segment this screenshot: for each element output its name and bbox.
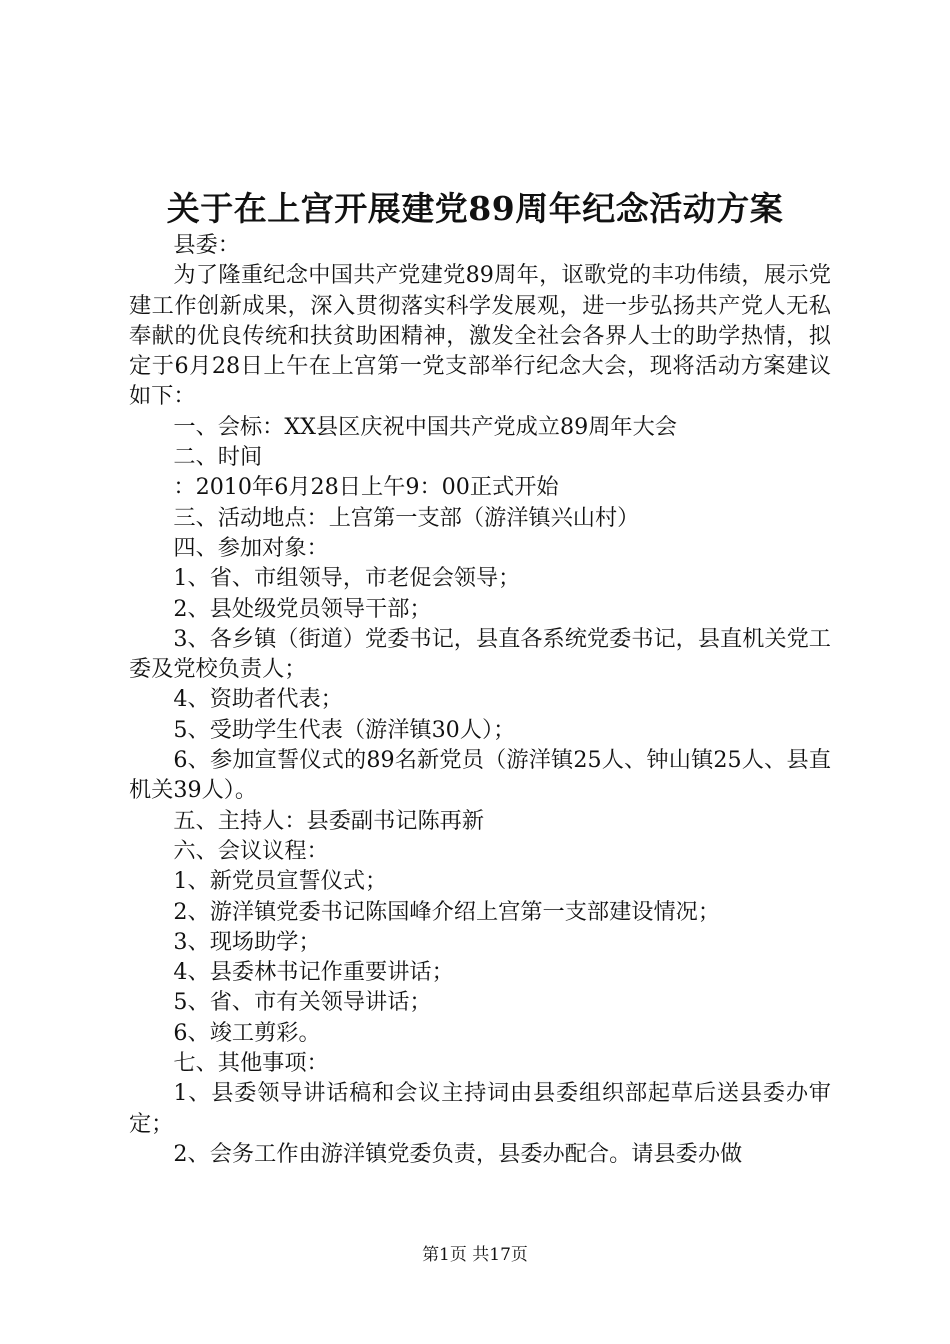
participant-item: 4、资助者代表； bbox=[173, 686, 343, 713]
participant-item: 5、受助学生代表（游洋镇30人）； bbox=[173, 716, 516, 743]
section-other-heading: 七、其他事项： bbox=[173, 1050, 329, 1077]
section-location: 三、活动地点：上宫第一支部（游洋镇兴山村） bbox=[173, 504, 640, 531]
page-footer: 第1页 共17页 bbox=[422, 1245, 528, 1265]
salutation: 县委： bbox=[173, 232, 240, 258]
agenda-item: 4、县委林书记作重要讲话； bbox=[173, 959, 454, 986]
other-item: 2、会务工作由游洋镇党委负责，县委办配合。请县委办做 bbox=[173, 1140, 743, 1167]
section-banner: 一、会标：XX县区庆祝中国共产党成立89周年大会 bbox=[173, 413, 677, 440]
participant-item: 6、参加宣誓仪式的89名新党员（游洋镇25人、钟山镇25人、县直机关39人）。 bbox=[129, 747, 831, 804]
section-agenda-heading: 六、会议议程： bbox=[173, 837, 329, 864]
document-title: 关于在上宫开展建党89周年纪念活动方案 bbox=[166, 189, 784, 228]
intro-paragraph: 为了隆重纪念中国共产党建党89周年，讴歌党的丰功伟绩，展示党建工作创新成果，深入贯彻落实科学发展观，进一步弘扬共产党人无私奉献的优良传统和扶贫助困精神，激发全社会各界人士的助学热情，拟定于6月28日上午在上宫第一党支部举行纪念大会，现将活动方案建议如下： bbox=[129, 262, 831, 410]
agenda-item: 3、现场助学； bbox=[173, 928, 321, 955]
agenda-item: 1、新党员宣誓仪式； bbox=[173, 868, 388, 895]
section-host: 五、主持人：县委副书记陈再新 bbox=[173, 807, 485, 834]
section-participants-heading: 四、参加对象： bbox=[173, 534, 329, 561]
agenda-item: 6、竣工剪彩。 bbox=[173, 1019, 321, 1046]
agenda-item: 2、游洋镇党委书记陈国峰介绍上宫第一支部建设情况； bbox=[173, 898, 721, 925]
section-time-value: ：2010年6月28日上午9：00正式开始 bbox=[173, 474, 559, 501]
participant-item: 2、县处级党员领导干部； bbox=[173, 595, 432, 622]
section-time-heading: 二、时间 bbox=[173, 444, 263, 471]
participant-item: 3、各乡镇（街道）党委书记，县直各系统党委书记，县直机关党工委及党校负责人； bbox=[129, 625, 831, 683]
document-body bbox=[129, 230, 831, 1169]
participant-item: 1、省、市组领导，市老促会领导； bbox=[173, 565, 521, 592]
agenda-item: 5、省、市有关领导讲话； bbox=[173, 989, 432, 1016]
other-item: 1、县委领导讲话稿和会议主持词由县委组织部起草后送县委办审定； bbox=[129, 1080, 831, 1137]
